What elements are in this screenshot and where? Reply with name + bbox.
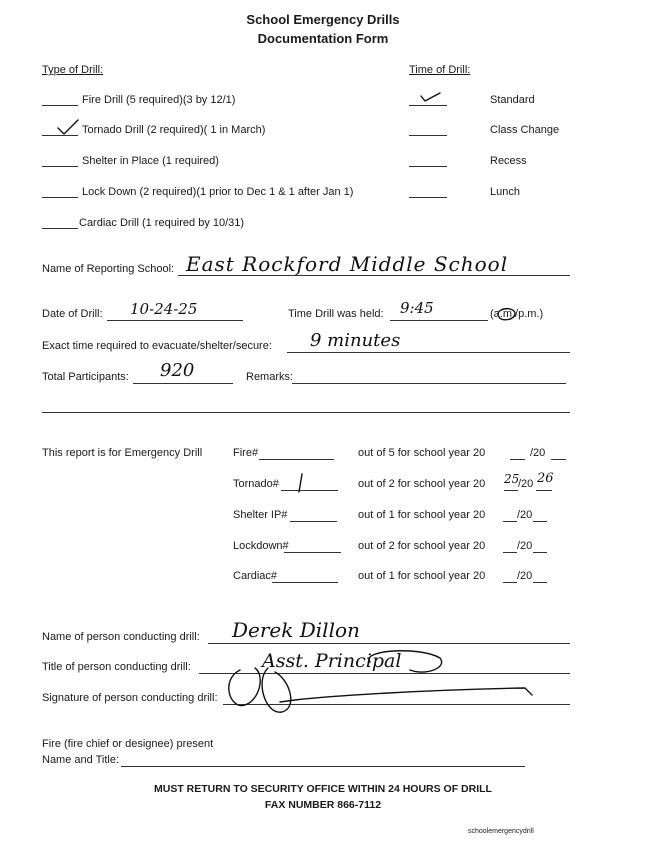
report-row-tornado-name: Tornado# <box>233 478 279 490</box>
conductor-name-label: Name of person conducting drill: <box>42 631 200 643</box>
type-of-drill-heading: Type of Drill: <box>42 64 104 76</box>
drill-type-lockdown-blank[interactable] <box>42 197 78 198</box>
time-standard-blank[interactable] <box>409 105 447 106</box>
drill-type-fire-blank[interactable] <box>42 105 78 106</box>
fire-official-name-field[interactable] <box>121 766 525 767</box>
report-row-cardiac-sep: /20 <box>517 570 533 582</box>
time-lunch-blank[interactable] <box>409 197 447 198</box>
school-name-label: Name of Reporting School: <box>42 263 175 275</box>
ampm-label: (a.m./p.m.) <box>490 308 544 320</box>
checkmark-icon <box>420 91 442 103</box>
report-row-fire-sep: /20 <box>530 447 546 459</box>
date-field[interactable] <box>107 320 243 321</box>
report-row-lockdown-year2-field[interactable] <box>533 552 547 553</box>
report-row-lockdown-name: Lockdown# <box>233 540 289 552</box>
circle-mark-icon <box>495 305 517 323</box>
exact-time-field[interactable] <box>287 352 570 353</box>
time-class-change-label: Class Change <box>490 124 560 136</box>
conductor-name-field[interactable] <box>208 643 570 644</box>
school-name-value: East Rockford Middle School <box>186 252 509 276</box>
exact-time-label: Exact time required to evacuate/shelter/secure: <box>42 340 272 352</box>
report-row-cardiac-number-field[interactable] <box>272 582 338 583</box>
time-lunch-label: Lunch <box>490 186 520 198</box>
report-row-shelter-sep: /20 <box>517 509 533 521</box>
signature-label: Signature of person conducting drill: <box>42 692 218 704</box>
time-class-change-blank[interactable] <box>409 135 447 136</box>
report-row-tornado-year1-value: 25 <box>504 472 520 486</box>
drill-type-lockdown-label: Lock Down (2 required)(1 prior to Dec 1 & 1 after Jan 1) <box>82 186 354 198</box>
drill-type-shelter-label: Shelter in Place (1 required) <box>82 155 219 167</box>
form-title-line2: Documentation Form <box>257 31 389 46</box>
participants-value: 920 <box>160 360 195 381</box>
checkmark-icon <box>56 118 80 136</box>
report-label: This report is for Emergency Drill <box>42 447 203 459</box>
fire-official-label-line1: Fire (fire chief or designee) present <box>42 738 214 750</box>
report-row-fire-year1-field[interactable] <box>510 459 525 460</box>
report-row-tornado-year2-value: 26 <box>537 471 554 486</box>
date-value: 10-24-25 <box>130 300 198 318</box>
report-row-tornado-number-field[interactable] <box>281 490 338 491</box>
form-id: schoolemergencydrill <box>468 828 534 835</box>
drill-type-tornado-label: Tornado Drill (2 required)( 1 in March) <box>82 124 266 136</box>
exact-time-value: 9 minutes <box>310 330 401 351</box>
report-row-shelter-year1-field[interactable] <box>503 521 517 522</box>
report-row-shelter-year2-field[interactable] <box>533 521 547 522</box>
report-row-shelter-name: Shelter IP# <box>233 509 288 521</box>
report-row-tornado-year2-field[interactable] <box>536 490 552 491</box>
report-row-cardiac-year2-field[interactable] <box>533 582 547 583</box>
report-row-lockdown-suffix: out of 2 for school year 20 <box>358 540 486 552</box>
report-row-cardiac-year1-field[interactable] <box>503 582 517 583</box>
time-standard-label: Standard <box>490 94 535 106</box>
report-row-fire-year2-field[interactable] <box>551 459 566 460</box>
signature-scribble-icon <box>220 650 550 720</box>
report-row-lockdown-year1-field[interactable] <box>503 552 517 553</box>
remarks-label: Remarks: <box>246 371 294 383</box>
report-row-shelter-suffix: out of 1 for school year 20 <box>358 509 486 521</box>
drill-type-cardiac-label: Cardiac Drill (1 required by 10/31) <box>79 217 245 229</box>
report-row-shelter-number-field[interactable] <box>290 521 337 522</box>
time-held-label: Time Drill was held: <box>288 308 384 320</box>
time-held-value: 9:45 <box>400 299 434 317</box>
time-recess-label: Recess <box>490 155 527 167</box>
report-row-fire-suffix: out of 5 for school year 20 <box>358 447 486 459</box>
date-label: Date of Drill: <box>42 308 103 320</box>
report-row-tornado-suffix: out of 2 for school year 20 <box>358 478 486 490</box>
conductor-title-label: Title of person conducting drill: <box>42 661 191 673</box>
report-row-lockdown-sep: /20 <box>517 540 533 552</box>
report-row-cardiac-name: Cardiac# <box>233 570 278 582</box>
report-row-fire-number-field[interactable] <box>259 459 334 460</box>
time-held-field[interactable] <box>390 320 488 321</box>
participants-label: Total Participants: <box>42 371 129 383</box>
fire-official-name-label: Name and Title: <box>42 754 120 766</box>
return-notice: MUST RETURN TO SECURITY OFFICE WITHIN 24 HOURS OF DRILL <box>154 783 492 795</box>
report-row-tornado-year1-field[interactable] <box>504 490 518 491</box>
participants-field[interactable] <box>133 383 233 384</box>
report-row-fire-name: Fire# <box>233 447 259 459</box>
drill-type-fire-label: Fire Drill (5 required)(3 by 12/1) <box>82 94 236 106</box>
conductor-name-value: Derek Dillon <box>232 618 360 642</box>
remarks-field[interactable] <box>292 383 566 384</box>
report-row-cardiac-suffix: out of 1 for school year 20 <box>358 570 486 582</box>
remarks-field-line2[interactable] <box>42 412 570 413</box>
drill-type-shelter-blank[interactable] <box>42 166 78 167</box>
report-row-tornado-sep: /20 <box>518 478 534 490</box>
time-of-drill-heading: Time of Drill: <box>409 64 471 76</box>
fax-number: FAX NUMBER 866-7112 <box>264 799 382 811</box>
conductor-title-value: Asst. Principal <box>262 650 402 672</box>
form-title-line1: School Emergency Drills <box>246 12 400 27</box>
report-row-lockdown-number-field[interactable] <box>284 552 341 553</box>
tally-mark-icon <box>296 472 306 494</box>
time-recess-blank[interactable] <box>409 166 447 167</box>
drill-type-cardiac-blank[interactable] <box>42 228 78 229</box>
